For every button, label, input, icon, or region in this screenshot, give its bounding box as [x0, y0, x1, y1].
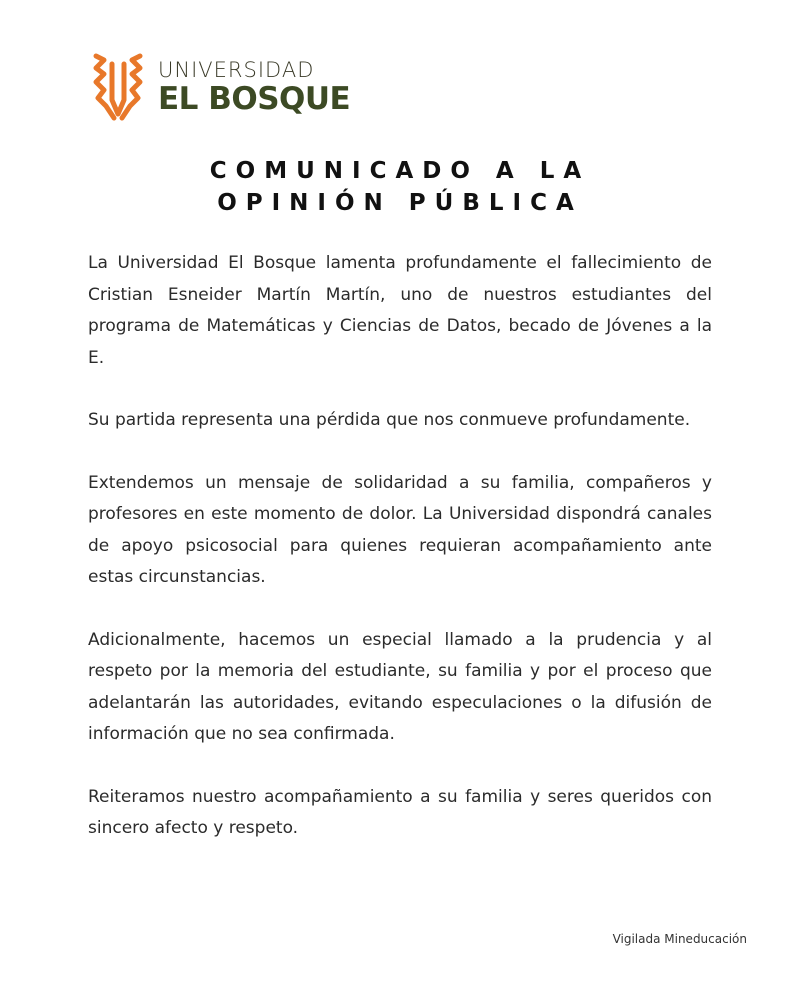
- paragraph-condolence: La Universidad El Bosque lamenta profundamente el fallecimiento de Cristian Esneider Martín Martín, uno de nuestros estudiantes del programa de Matemáticas y Ciencias de Datos, becado de Jóvenes a la E.: [88, 253, 712, 368]
- page-title: [0, 155, 800, 219]
- title-line-1: COMUNICADO A LA: [209, 158, 591, 184]
- title-line-2: OPINIÓN PÚBLICA: [217, 190, 583, 216]
- el-bosque-emblem-icon: [88, 50, 148, 124]
- paragraph-prudence: Adicionalmente, hacemos un especial llamado a la prudencia y al respeto por la memoria del estudiante, su familia y por el proceso que adelantarán las autoridades, evitando especulaciones o la difusión de información que no sea confirmada.: [88, 629, 712, 744]
- logo-el-bosque-text: EL BOSQUE: [158, 81, 351, 117]
- logo-university-text: UNIVERSIDAD: [158, 58, 315, 82]
- university-logo: [88, 50, 350, 124]
- statement-body: [88, 248, 712, 876]
- footer-vigilada: Vigilada Mineducación: [612, 932, 747, 946]
- paragraph-loss: Su partida representa una pérdida que nos conmueve profundamente.: [88, 410, 691, 430]
- paragraph-solidarity: Extendemos un mensaje de solidaridad a su familia, compañeros y profesores en este momento de dolor. La Universidad dispondrá canales de apoyo psicosocial para quienes requieran acompañamiento ante estas circunstancias.: [88, 472, 712, 587]
- paragraph-closing: Reiteramos nuestro acompañamiento a su familia y seres queridos con sincero afecto y respeto.: [88, 786, 712, 838]
